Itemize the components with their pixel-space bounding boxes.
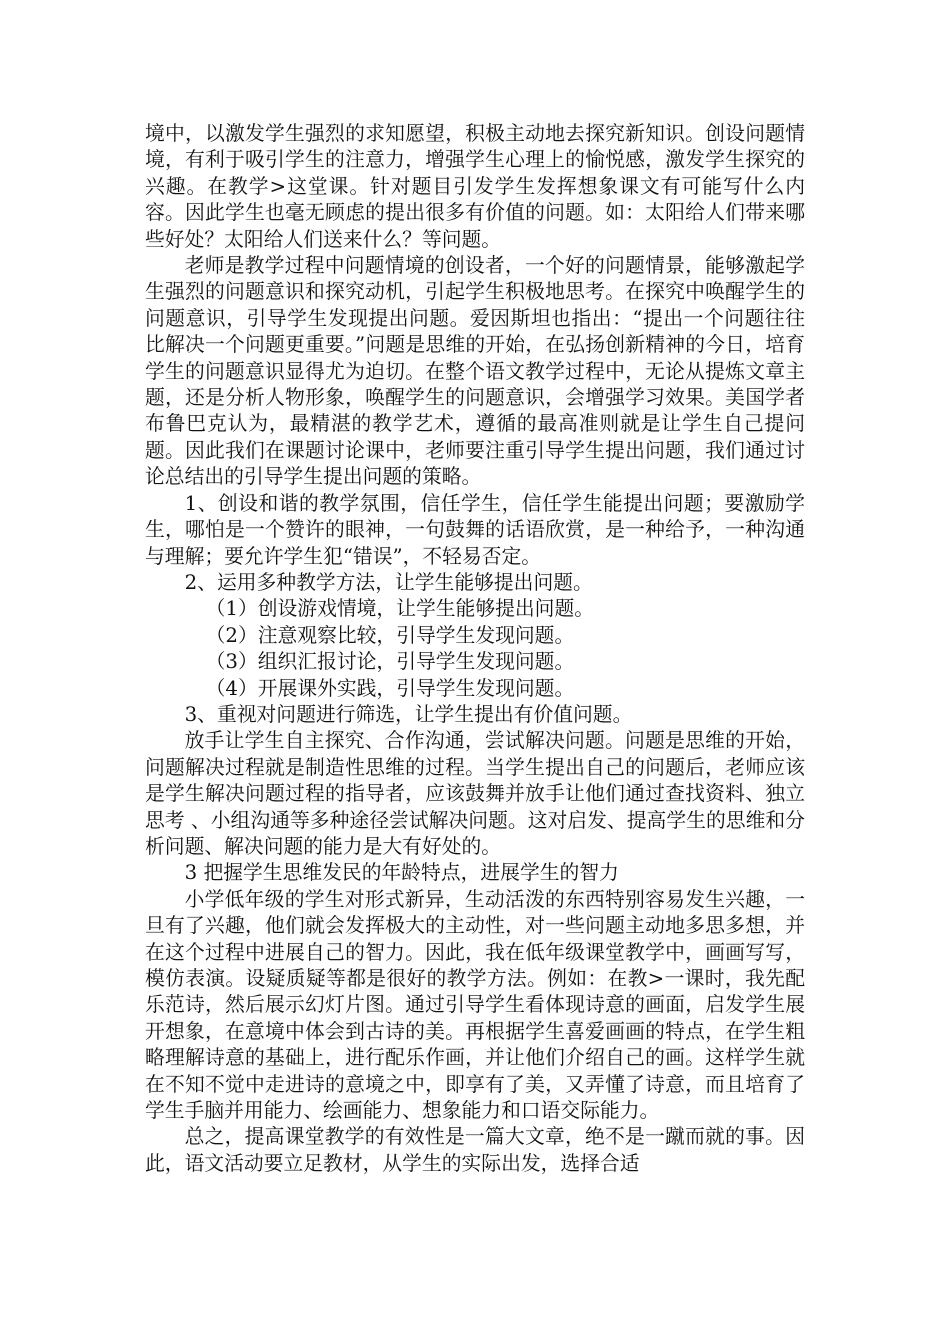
paragraph-teacher-role: 老师是教学过程中问题情境的创设者，一个好的问题情景，能够激起学生强烈的问题意识和探究动机，引起学生积极地思考。在探究中唤醒学生的问题意识，引导学生发现提出问题。爱因斯坦也指出：“提出一个问题往往比解决一个问题更重要。”问题是思维的开始，在弘扬创新精神的今日，培育学生的问题意识显得尤为迫切。在整个语文教学过程中，无论从提炼文章主题，还是分析人物形象，唤醒学生的问题意识，会增强学习效果。美国学者布鲁巴克认为，最精湛的教学艺术，遵循的最高准则就是让学生自己提问题。因此我们在课题讨论课中，老师要注重引导学生提出问题，我们通过讨论总结出的引导学生提出问题的策略。 (145, 254, 805, 489)
list-item-method-2: （2）注意观察比较，引导学生发现问题。 (205, 623, 575, 647)
paragraph-explore: 放手让学生自主探究、合作沟通，尝试解决问题。问题是思维的开始，问题解决过程就是制造性思维的过程。当学生提出自己的问题后，老师应该是学生解决问题过程的指导者，应该鼓舞并放手让他们通过查找资料、独立思考 、小组沟通等多种途径尝试解决问题。这对启发、提高学生的思维和分析问题、解决问题的能力是大有好处的。 (145, 729, 805, 858)
paragraph-strategy-1: 1、创设和谐的教学氛围，信任学生，信任学生能提出问题；要激励学生，哪怕是一个赞许的眼神，一句鼓舞的话语欣赏，是一种给予，一种沟通与理解；要允许学生犯“错误”，不轻易否定。 (145, 491, 805, 568)
list-item-method-3: （3）组织汇报讨论，引导学生发现问题。 (205, 650, 575, 674)
paragraph-context-intro: 境中，以激发学生强烈的求知愿望，积极主动地去探究新知识。创设问题情境，有利于吸引学生的注意力，增强学生心理上的愉悦感，激发学生探究的兴趣。在教学>这堂课。针对题目引发学生发挥想象课文有可能写什么内容。因此学生也毫无顾虑的提出很多有价值的问题。如：太阳给人们带来哪些好处？太阳给人们送来什么？等问题。 (145, 122, 805, 251)
document-body (145, 121, 805, 1177)
paragraph-strategy-3: 3、重视对问题进行筛选，让学生提出有价值问题。 (184, 702, 633, 726)
paragraph-low-grade: 小学低年级的学生对形式新异，生动活泼的东西特别容易发生兴趣，一旦有了兴趣，他们就会发挥极大的主动性，对一些问题主动地多思多想，并在这个过程中进展自己的智力。因此，我在低年级课堂教学中，画画写写，模仿表演。设疑质疑等都是很好的教学方法。例如：在教>一课时，我先配乐范诗，然后展示幻灯片图。通过引导学生看体现诗意的画面，启发学生展开想象，在意境中体会到古诗的美。再根据学生喜爱画画的特点，在学生粗略理解诗意的基础上，进行配乐作画，并让他们介绍自己的画。这样学生就在不知不觉中走进诗的意境之中，即享有了美，又弄懂了诗意，而且培育了学生手脑并用能力、绘画能力、想象能力和口语交际能力。 (145, 887, 805, 1123)
paragraph-strategy-2: 2、运用多种教学方法，让学生能够提出问题。 (184, 570, 593, 594)
paragraph-conclusion: 总之，提高课堂教学的有效性是一篇大文章，绝不是一蹴而就的事。因此，语文活动要立足教材，从学生的实际出发，选择合适 (145, 1125, 805, 1175)
list-item-method-1: （1）创设游戏情境，让学生能够提出问题。 (205, 597, 595, 621)
section-heading-3: 3 把握学生思维发民的年龄特点，进展学生的智力 (184, 861, 619, 885)
list-item-method-4: （4）开展课外实践，引导学生发现问题。 (205, 676, 575, 700)
